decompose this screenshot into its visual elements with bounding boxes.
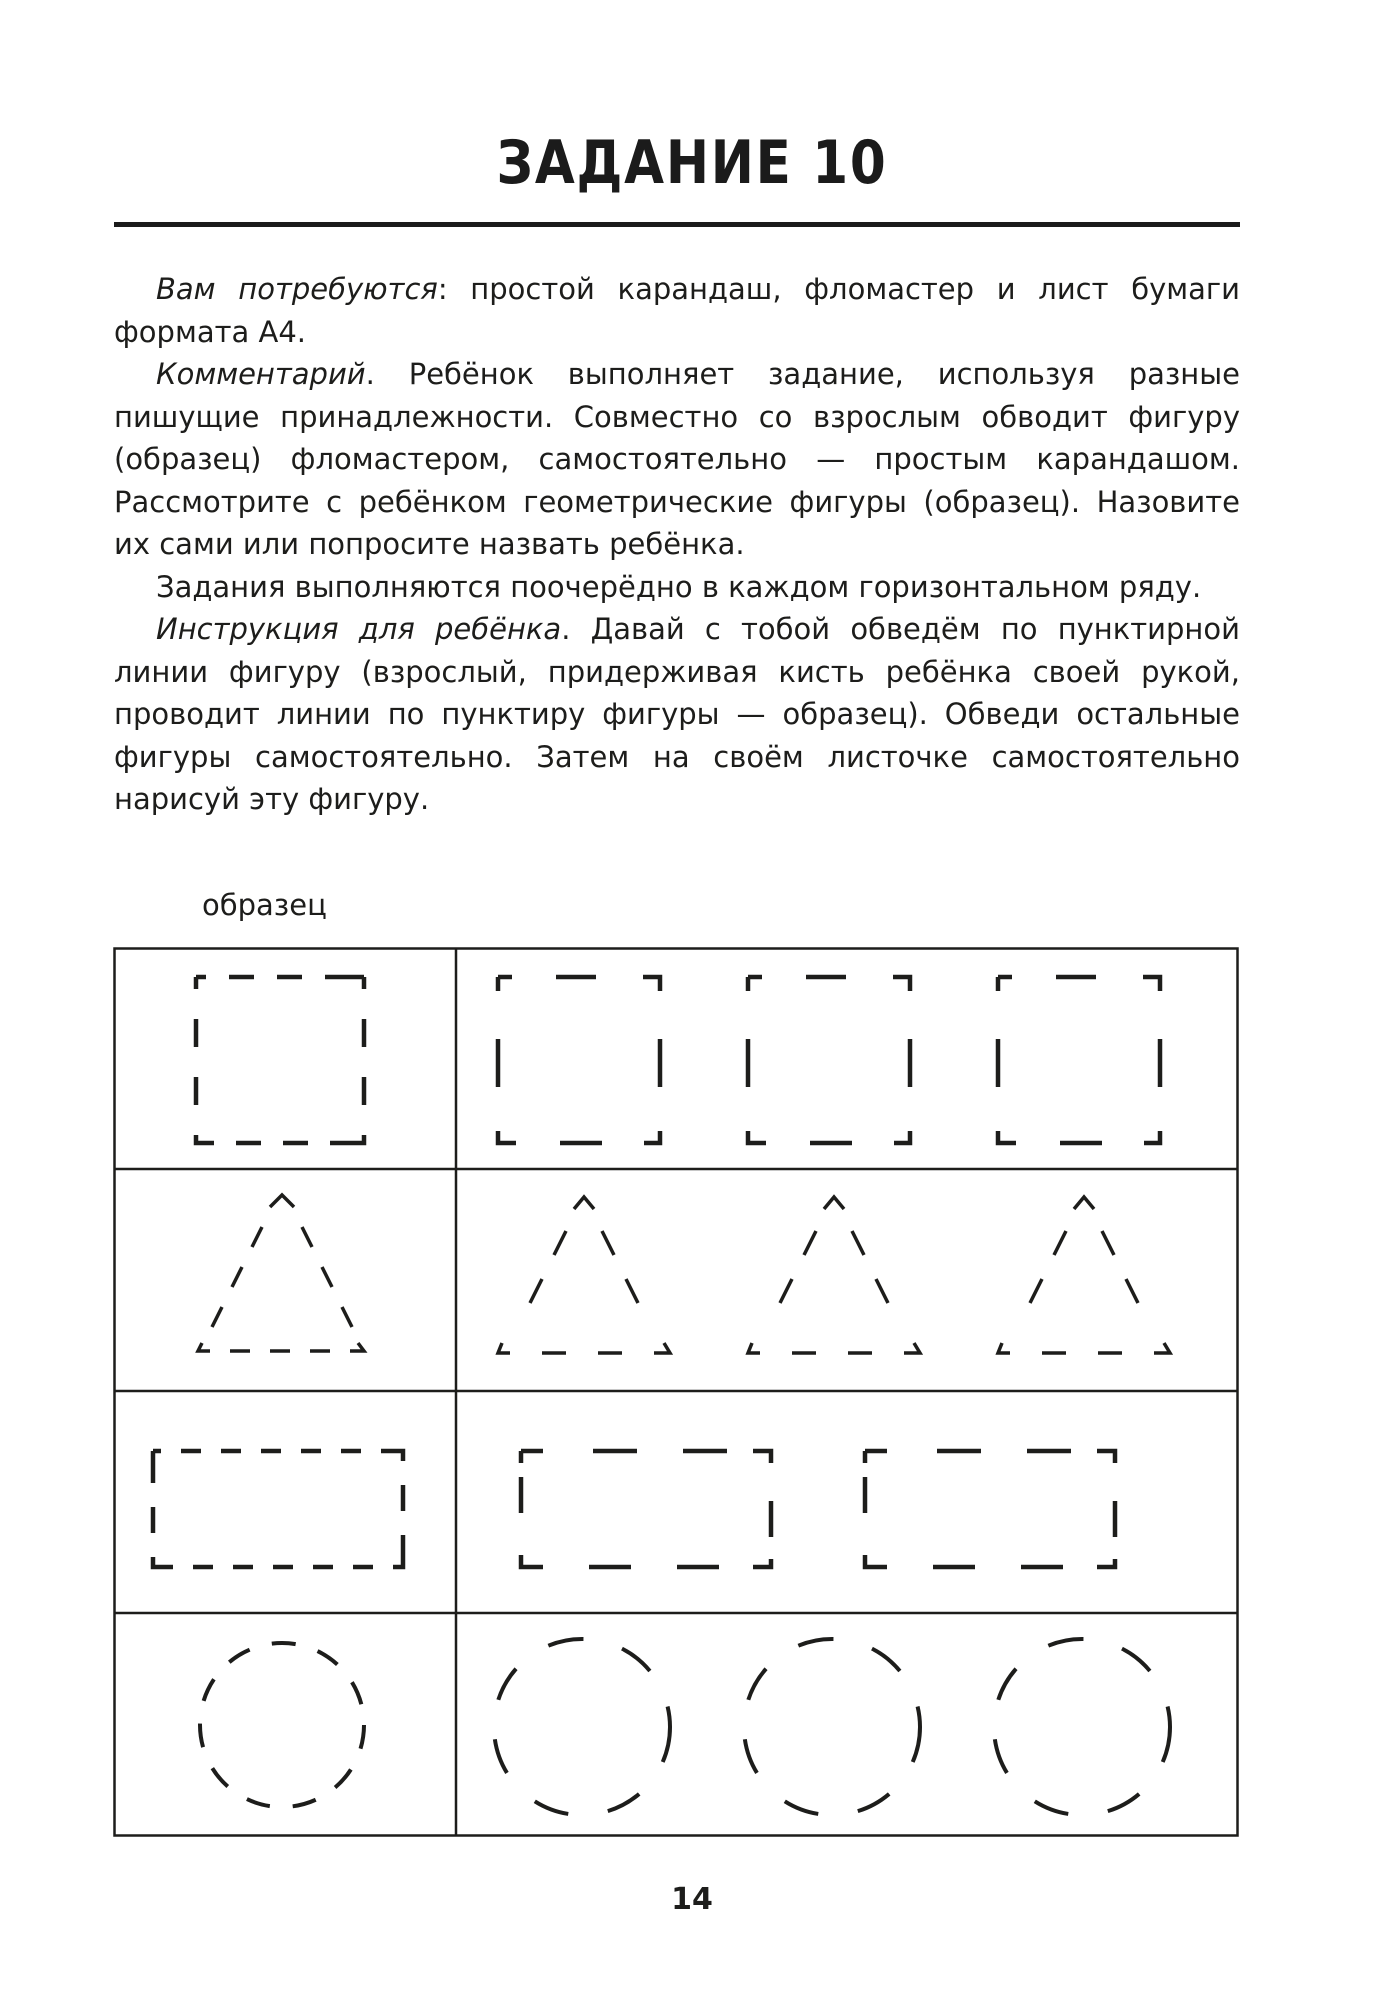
page-title: ЗАДАНИЕ 10 <box>496 128 888 198</box>
tracing-grid-svg <box>113 947 1239 1837</box>
trace-circle <box>744 1639 920 1815</box>
trace-rectangle <box>865 1451 1115 1567</box>
sample-triangle <box>198 1195 364 1351</box>
materials-text: : простой карандаш, фломастер и лист бумаги формата А4. <box>114 272 1240 349</box>
comment-paragraph <box>114 353 1240 566</box>
order-paragraph: Задания выполняются поочерёдно в каждом горизонтальном ряду. <box>156 569 1202 604</box>
sample-square <box>196 977 364 1143</box>
sample-circle <box>200 1643 364 1807</box>
sample-rectangle <box>153 1451 403 1567</box>
trace-rectangle <box>521 1451 771 1567</box>
child-instruction-text: . Давай с тобой обведём по пунктирной линии фигуру (взрослый, придерживая кисть ребёнка своей рукой, проводит линии по пунктиру фигуры — образец). Обведи остальные фигуры самостоятельно. Затем на своём листочке самостоятельно нарисуй эту фигуру. <box>114 612 1240 816</box>
materials-label: Вам потребуются <box>156 272 438 306</box>
tracing-worksheet-table <box>113 947 1239 1837</box>
trace-circle <box>494 1639 670 1815</box>
child-instruction-label: Инструкция для ребёнка <box>156 612 562 646</box>
comment-label: Комментарий <box>156 357 366 391</box>
trace-square <box>998 977 1160 1143</box>
instructions-text <box>114 268 1240 821</box>
trace-triangle <box>748 1197 920 1353</box>
trace-triangle <box>498 1197 670 1353</box>
trace-triangle <box>998 1197 1170 1353</box>
trace-square <box>498 977 660 1143</box>
sample-label: образец <box>202 888 327 922</box>
materials-paragraph <box>114 268 1240 353</box>
trace-circle <box>994 1639 1170 1815</box>
page-number: 14 <box>671 1882 713 1917</box>
trace-square <box>748 977 910 1143</box>
child-instruction-paragraph <box>114 608 1240 821</box>
title-divider <box>114 222 1240 227</box>
comment-text: . Ребёнок выполняет задание, используя разные пишущие принадлежности. Совместно со взрослым обводит фигуру (образец) фломастером, самостоятельно — простым карандашом. Рассмотрите с ребёнком геометрические фигуры (образец). Назовите их сами или попросите назвать ребёнка. <box>114 357 1240 561</box>
